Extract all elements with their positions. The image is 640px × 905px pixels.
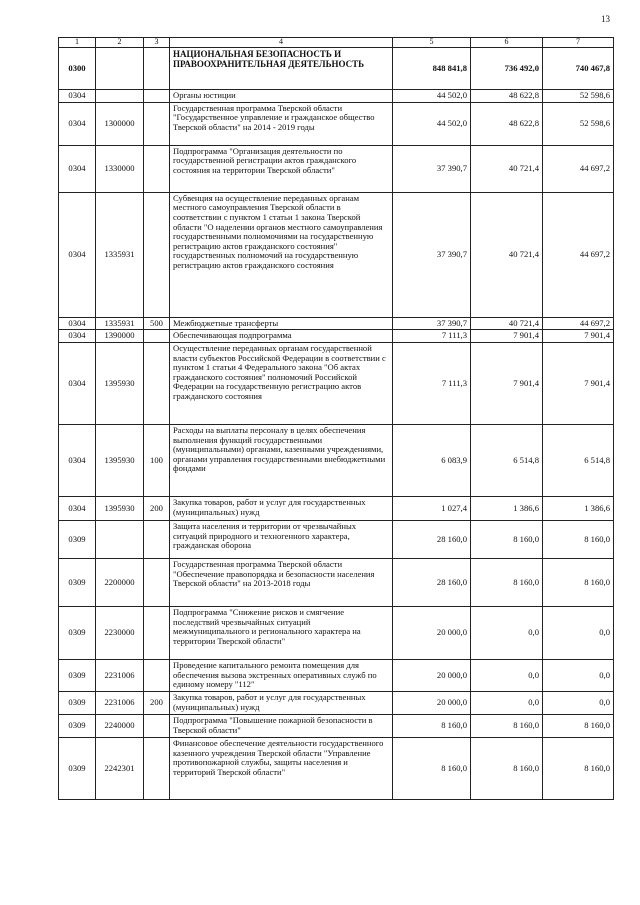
cell-section: 0309 bbox=[59, 691, 96, 714]
cell-amount-year2: 736 492,0 bbox=[471, 48, 543, 90]
cell-section: 0304 bbox=[59, 90, 96, 103]
cell-type bbox=[144, 90, 170, 103]
cell-description: Расходы на выплаты персоналу в целях обеспечения выполнения функций государственными (муниципальными) органами, казенными учреждениями, органами управления государственными внебюджетными фондами bbox=[170, 424, 393, 496]
cell-section: 0304 bbox=[59, 330, 96, 343]
cell-description: Государственная программа Тверской области "Обеспечение правопорядка и безопасности населения Тверской области" на 2013-2018 годы bbox=[170, 558, 393, 606]
cell-amount-year3: 8 160,0 bbox=[543, 714, 614, 737]
cell-type bbox=[144, 714, 170, 737]
cell-amount-year1: 37 390,7 bbox=[393, 145, 471, 192]
cell-description: Защита населения и территории от чрезвычайных ситуаций природного и техногенного характера, гражданская оборона bbox=[170, 520, 393, 558]
table-row bbox=[59, 330, 614, 343]
cell-amount-year3: 52 598,6 bbox=[543, 102, 614, 145]
cell-amount-year3: 6 514,8 bbox=[543, 424, 614, 496]
cell-amount-year1: 6 083,9 bbox=[393, 424, 471, 496]
cell-amount-year1: 20 000,0 bbox=[393, 691, 471, 714]
cell-type bbox=[144, 659, 170, 691]
cell-description: Подпрограмма "Организация деятельности по государственной регистрации актов гражданского состояния на территории Тверской области" bbox=[170, 145, 393, 192]
cell-amount-year2: 40 721,4 bbox=[471, 145, 543, 192]
table-row bbox=[59, 558, 614, 606]
cell-section: 0309 bbox=[59, 520, 96, 558]
table-row bbox=[59, 317, 614, 330]
cell-amount-year2: 8 160,0 bbox=[471, 558, 543, 606]
cell-amount-year1: 37 390,7 bbox=[393, 317, 471, 330]
cell-amount-year3: 740 467,8 bbox=[543, 48, 614, 90]
cell-amount-year3: 8 160,0 bbox=[543, 558, 614, 606]
cell-amount-year2: 40 721,4 bbox=[471, 317, 543, 330]
cell-section: 0304 bbox=[59, 317, 96, 330]
table-row bbox=[59, 737, 614, 799]
cell-target: 1300000 bbox=[96, 102, 144, 145]
column-number-row bbox=[59, 38, 614, 48]
cell-section: 0309 bbox=[59, 714, 96, 737]
budget-table bbox=[58, 37, 614, 800]
cell-amount-year3: 7 901,4 bbox=[543, 342, 614, 424]
cell-amount-year2: 7 901,4 bbox=[471, 330, 543, 343]
cell-section: 0300 bbox=[59, 48, 96, 90]
table-row bbox=[59, 496, 614, 520]
cell-amount-year1: 848 841,8 bbox=[393, 48, 471, 90]
cell-amount-year1: 7 111,3 bbox=[393, 342, 471, 424]
cell-target: 1390000 bbox=[96, 330, 144, 343]
cell-amount-year1: 28 160,0 bbox=[393, 558, 471, 606]
cell-amount-year2: 1 386,6 bbox=[471, 496, 543, 520]
cell-amount-year2: 6 514,8 bbox=[471, 424, 543, 496]
table-row bbox=[59, 520, 614, 558]
cell-amount-year2: 8 160,0 bbox=[471, 520, 543, 558]
cell-section: 0309 bbox=[59, 737, 96, 799]
cell-target: 1330000 bbox=[96, 145, 144, 192]
cell-amount-year3: 7 901,4 bbox=[543, 330, 614, 343]
cell-section: 0304 bbox=[59, 424, 96, 496]
cell-amount-year2: 7 901,4 bbox=[471, 342, 543, 424]
cell-amount-year3: 8 160,0 bbox=[543, 520, 614, 558]
cell-description: Осуществление переданных органам государственной власти субъектов Российской Федерации в соответствии с пунктом 1 статьи 4 Федерального закона "Об актах гражданского состояния" полномочий Российской Федерации на государственную регистрацию актов гражданского состояния bbox=[170, 342, 393, 424]
cell-target bbox=[96, 520, 144, 558]
page-number: 13 bbox=[601, 14, 610, 24]
cell-amount-year3: 0,0 bbox=[543, 691, 614, 714]
cell-type: 200 bbox=[144, 496, 170, 520]
cell-amount-year1: 28 160,0 bbox=[393, 520, 471, 558]
cell-amount-year2: 48 622,8 bbox=[471, 102, 543, 145]
cell-amount-year3: 52 598,6 bbox=[543, 90, 614, 103]
cell-amount-year3: 0,0 bbox=[543, 659, 614, 691]
cell-amount-year1: 8 160,0 bbox=[393, 737, 471, 799]
cell-target: 1335931 bbox=[96, 317, 144, 330]
cell-type bbox=[144, 520, 170, 558]
table-row bbox=[59, 192, 614, 317]
cell-type bbox=[144, 48, 170, 90]
cell-amount-year2: 40 721,4 bbox=[471, 192, 543, 317]
cell-target: 2230000 bbox=[96, 606, 144, 659]
cell-description: Подпрограмма "Повышение пожарной безопасности в Тверской области" bbox=[170, 714, 393, 737]
table-row bbox=[59, 90, 614, 103]
cell-section: 0309 bbox=[59, 558, 96, 606]
table-row bbox=[59, 48, 614, 90]
cell-target: 1395930 bbox=[96, 424, 144, 496]
cell-amount-year1: 20 000,0 bbox=[393, 606, 471, 659]
cell-amount-year2: 8 160,0 bbox=[471, 714, 543, 737]
cell-description: Финансовое обеспечение деятельности государственного казенного учреждения Тверской области "Управление противопожарной службы, защиты населения и территорий Тверской области" bbox=[170, 737, 393, 799]
cell-amount-year1: 44 502,0 bbox=[393, 102, 471, 145]
column-number: 6 bbox=[471, 38, 543, 48]
cell-description: НАЦИОНАЛЬНАЯ БЕЗОПАСНОСТЬ И ПРАВООХРАНИТЕЛЬНАЯ ДЕЯТЕЛЬНОСТЬ bbox=[170, 48, 393, 90]
cell-type: 500 bbox=[144, 317, 170, 330]
cell-description: Подпрограмма "Снижение рисков и смягчение последствий чрезвычайных ситуаций межмуниципального и регионального характера на территории Тверской области" bbox=[170, 606, 393, 659]
cell-description: Межбюджетные трансферты bbox=[170, 317, 393, 330]
cell-section: 0304 bbox=[59, 192, 96, 317]
cell-type bbox=[144, 558, 170, 606]
cell-amount-year2: 48 622,8 bbox=[471, 90, 543, 103]
cell-amount-year2: 0,0 bbox=[471, 659, 543, 691]
cell-target: 2231006 bbox=[96, 691, 144, 714]
cell-amount-year1: 44 502,0 bbox=[393, 90, 471, 103]
table-row bbox=[59, 424, 614, 496]
cell-type bbox=[144, 342, 170, 424]
cell-type: 200 bbox=[144, 691, 170, 714]
cell-amount-year1: 20 000,0 bbox=[393, 659, 471, 691]
cell-description: Органы юстиции bbox=[170, 90, 393, 103]
cell-amount-year2: 0,0 bbox=[471, 691, 543, 714]
column-number: 4 bbox=[170, 38, 393, 48]
cell-type: 100 bbox=[144, 424, 170, 496]
column-number: 5 bbox=[393, 38, 471, 48]
cell-type bbox=[144, 606, 170, 659]
cell-amount-year1: 7 111,3 bbox=[393, 330, 471, 343]
cell-amount-year3: 44 697,2 bbox=[543, 317, 614, 330]
cell-amount-year1: 8 160,0 bbox=[393, 714, 471, 737]
cell-amount-year3: 0,0 bbox=[543, 606, 614, 659]
cell-section: 0309 bbox=[59, 659, 96, 691]
column-number: 1 bbox=[59, 38, 96, 48]
cell-description: Закупка товаров, работ и услуг для государственных (муниципальных) нужд bbox=[170, 691, 393, 714]
table-row bbox=[59, 714, 614, 737]
cell-target: 2231006 bbox=[96, 659, 144, 691]
cell-type bbox=[144, 737, 170, 799]
table-row bbox=[59, 691, 614, 714]
column-number: 3 bbox=[144, 38, 170, 48]
table-row bbox=[59, 342, 614, 424]
cell-target: 2242301 bbox=[96, 737, 144, 799]
cell-amount-year1: 1 027,4 bbox=[393, 496, 471, 520]
cell-target: 2200000 bbox=[96, 558, 144, 606]
cell-description: Закупка товаров, работ и услуг для государственных (муниципальных) нужд bbox=[170, 496, 393, 520]
cell-amount-year3: 44 697,2 bbox=[543, 145, 614, 192]
cell-description: Государственная программа Тверской области "Государственное управление и гражданское общество Тверской области" на 2014 - 2019 годы bbox=[170, 102, 393, 145]
cell-type bbox=[144, 145, 170, 192]
cell-amount-year2: 8 160,0 bbox=[471, 737, 543, 799]
cell-type bbox=[144, 330, 170, 343]
cell-section: 0304 bbox=[59, 145, 96, 192]
column-number: 7 bbox=[543, 38, 614, 48]
column-number: 2 bbox=[96, 38, 144, 48]
cell-type bbox=[144, 192, 170, 317]
cell-type bbox=[144, 102, 170, 145]
cell-target: 2240000 bbox=[96, 714, 144, 737]
cell-section: 0304 bbox=[59, 342, 96, 424]
cell-target bbox=[96, 90, 144, 103]
cell-target: 1335931 bbox=[96, 192, 144, 317]
cell-target: 1395930 bbox=[96, 496, 144, 520]
cell-section: 0304 bbox=[59, 496, 96, 520]
table-row bbox=[59, 102, 614, 145]
cell-amount-year3: 44 697,2 bbox=[543, 192, 614, 317]
table-row bbox=[59, 145, 614, 192]
cell-amount-year2: 0,0 bbox=[471, 606, 543, 659]
cell-description: Проведение капитального ремонта помещения для обеспечения вызова экстренных оперативных служб по единому номеру "112" bbox=[170, 659, 393, 691]
cell-description: Субвенция на осуществление переданных органам местного самоуправления Тверской области в соответствии с пунктом 1 статьи 1 закона Тверской области "О наделении органов местного самоуправления государственными полномочиями на государственную регистрацию актов гражданского состояния" государственных полномочий на государственную регистрацию актов гражданского состояния bbox=[170, 192, 393, 317]
cell-target: 1395930 bbox=[96, 342, 144, 424]
cell-amount-year1: 37 390,7 bbox=[393, 192, 471, 317]
cell-target bbox=[96, 48, 144, 90]
cell-amount-year3: 1 386,6 bbox=[543, 496, 614, 520]
table-row bbox=[59, 606, 614, 659]
cell-section: 0309 bbox=[59, 606, 96, 659]
table-row bbox=[59, 659, 614, 691]
cell-section: 0304 bbox=[59, 102, 96, 145]
cell-description: Обеспечивающая подпрограмма bbox=[170, 330, 393, 343]
cell-amount-year3: 8 160,0 bbox=[543, 737, 614, 799]
